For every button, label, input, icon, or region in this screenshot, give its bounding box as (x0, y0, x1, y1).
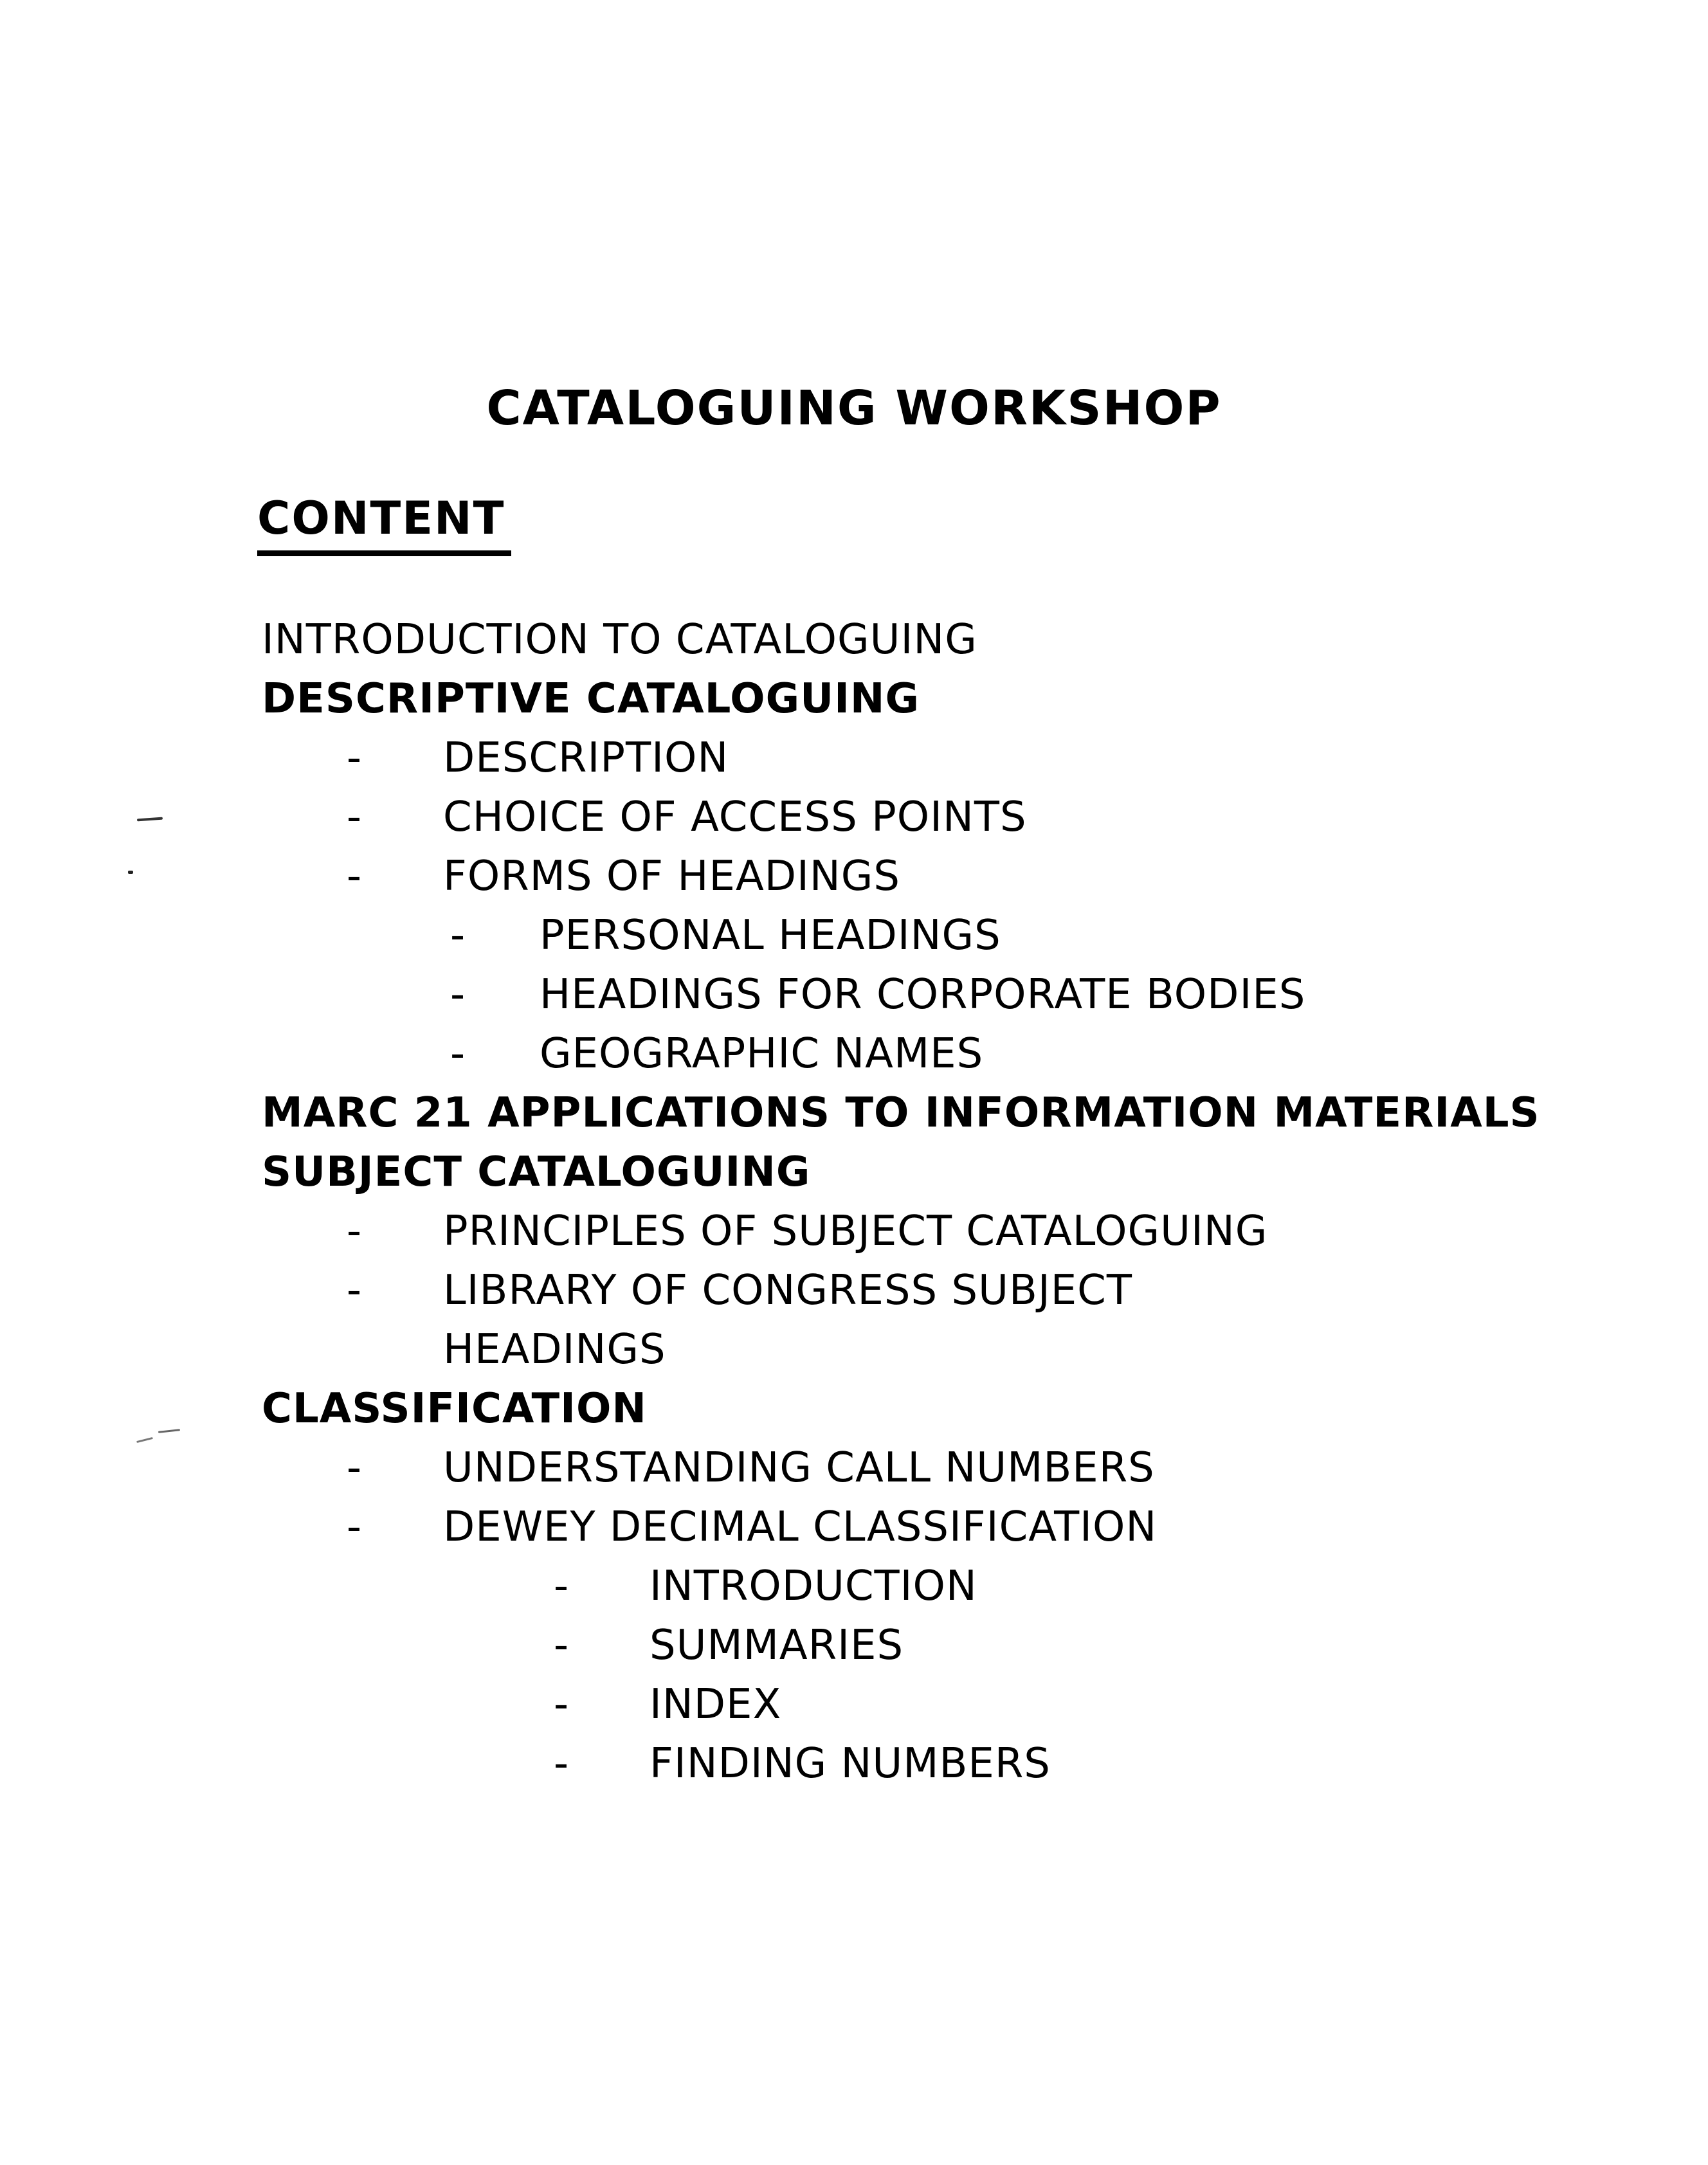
toc-item-label: DEWEY DECIMAL CLASSIFICATION (443, 1503, 1158, 1551)
toc-item (257, 1557, 1644, 1616)
toc-item-label: FORMS OF HEADINGS (443, 853, 900, 900)
list-dash: - (554, 1622, 570, 1669)
toc-item-label: INDEX (650, 1681, 782, 1728)
list-dash: - (450, 1030, 466, 1078)
list-dash: - (347, 793, 363, 841)
toc-item-label: HEADINGS (443, 1326, 666, 1373)
toc-item (257, 788, 1644, 847)
toc-item-label: INTRODUCTION (650, 1563, 977, 1610)
toc-item-label: PRINCIPLES OF SUBJECT CATALOGUING (443, 1208, 1268, 1255)
toc-item-label: PERSONAL HEADINGS (540, 912, 1001, 959)
toc-item-label: SUBJECT CATALOGUING (262, 1148, 811, 1196)
toc-item-label: GEOGRAPHIC NAMES (540, 1030, 984, 1078)
toc-item (257, 1143, 1644, 1202)
toc-item-label: MARC 21 APPLICATIONS TO INFORMATION MATERIALS (262, 1089, 1540, 1137)
toc-item (257, 1616, 1644, 1675)
list-dash: - (554, 1681, 570, 1728)
list-dash: - (347, 1267, 363, 1314)
toc-item (257, 1320, 1644, 1379)
toc-item (257, 965, 1644, 1024)
toc-item (257, 906, 1644, 965)
toc-item (257, 847, 1644, 906)
toc-item-label: SUMMARIES (650, 1622, 904, 1669)
toc-item (257, 1438, 1644, 1498)
toc-item (257, 729, 1644, 788)
toc-item-label: LIBRARY OF CONGRESS SUBJECT (443, 1267, 1132, 1314)
list-dash: - (347, 734, 363, 782)
toc-item (257, 1261, 1644, 1320)
toc-item (257, 669, 1644, 729)
toc-item (257, 1202, 1644, 1261)
toc-item-label: CHOICE OF ACCESS POINTS (443, 793, 1027, 841)
page-title: CATALOGUING WORKSHOP (486, 381, 1222, 436)
toc-item-label: INTRODUCTION TO CATALOGUING (262, 616, 977, 664)
toc-item (257, 1498, 1644, 1557)
toc-item-label: HEADINGS FOR CORPORATE BODIES (540, 971, 1306, 1019)
toc-item-label: CLASSIFICATION (262, 1385, 647, 1433)
list-dash: - (450, 912, 466, 959)
list-dash: - (554, 1563, 570, 1610)
list-dash: - (450, 971, 466, 1019)
list-dash: - (347, 1208, 363, 1255)
content-area (0, 488, 1708, 1793)
toc-list (257, 610, 1644, 1793)
list-dash: - (554, 1740, 570, 1788)
toc-item-label: FINDING NUMBERS (650, 1740, 1051, 1788)
toc-item (257, 1024, 1644, 1083)
list-dash: - (347, 1444, 363, 1492)
toc-item (257, 1734, 1644, 1793)
list-dash: - (347, 1503, 363, 1551)
scan-artifact (128, 871, 133, 874)
toc-item (257, 1379, 1644, 1438)
toc-item-label: DESCRIPTIVE CATALOGUING (262, 675, 920, 723)
content-heading: CONTENT (257, 488, 511, 556)
toc-item-label: DESCRIPTION (443, 734, 729, 782)
toc-item (257, 1675, 1644, 1734)
toc-item-label: UNDERSTANDING CALL NUMBERS (443, 1444, 1155, 1492)
list-dash: - (347, 853, 363, 900)
toc-item (257, 1083, 1644, 1143)
toc-item (257, 610, 1644, 669)
